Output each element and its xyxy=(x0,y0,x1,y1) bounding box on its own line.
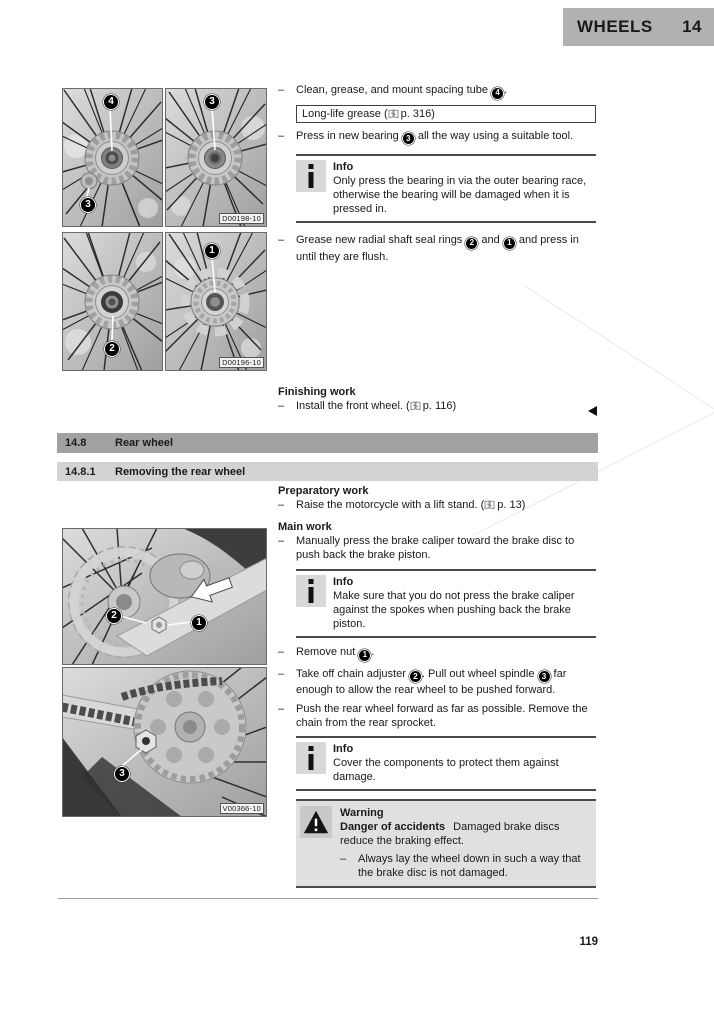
step-text: far enough to allow the rear wheel to be pushed forward. xyxy=(296,667,567,696)
figure-rear-wheel-removal xyxy=(62,528,267,817)
callout-badge-inline: 1 xyxy=(503,237,516,250)
cross-reference-icon xyxy=(388,107,399,123)
list-dash: – xyxy=(278,129,285,142)
callout-badge: 1 xyxy=(191,615,207,631)
list-dash: – xyxy=(278,399,285,412)
warning-title: Warning xyxy=(340,807,384,819)
figure-caption: D00198-10 xyxy=(219,213,264,224)
section-header-rear-wheel xyxy=(57,433,598,453)
info-box-bearing xyxy=(296,154,596,223)
finishing-work-heading: Finishing work xyxy=(278,385,356,398)
list-dash: – xyxy=(278,646,285,658)
step-remove-nut xyxy=(278,645,596,662)
info-icon xyxy=(296,160,326,192)
step-text: and press in until they are flush. xyxy=(296,234,579,263)
info-title: Info xyxy=(333,576,354,588)
step-text: Raise the motorcycle with a lift stand. ( xyxy=(296,499,485,511)
step-install-front-wheel xyxy=(278,399,596,414)
rear-sprocket-photo xyxy=(62,667,267,817)
chapter-number: 14 xyxy=(682,17,702,36)
callout-badge-inline: 2 xyxy=(465,237,478,250)
step-grease-seal-rings xyxy=(278,233,596,264)
figure-caption: V00366-10 xyxy=(220,803,265,814)
rear-wheel-spindle-photo xyxy=(62,528,267,665)
callout-badge-inline: 3 xyxy=(538,670,551,683)
chapter-header-bar xyxy=(563,8,714,46)
figure-front-hub-bearing xyxy=(62,88,267,227)
info-box-caliper xyxy=(296,569,596,638)
step-text: Grease new radial shaft seal rings xyxy=(296,234,466,246)
section-title: Rear wheel xyxy=(115,437,174,449)
step-raise-motorcycle xyxy=(278,498,596,513)
step-clean-spacing-tube xyxy=(278,83,596,100)
list-dash: – xyxy=(278,499,285,511)
info-icon xyxy=(296,575,326,607)
step-ref: p. 13) xyxy=(497,499,526,511)
main-work-heading: Main work xyxy=(278,521,332,533)
step-text: Install the front wheel. ( xyxy=(296,399,410,412)
step-text: . Pull out wheel spindle xyxy=(421,667,538,680)
step-text: all the way using a suitable tool. xyxy=(414,129,574,142)
chapter-title: WHEELS xyxy=(577,17,653,36)
callout-badge-inline: 1 xyxy=(358,649,371,662)
info-body: Cover the components to protect them against damage. xyxy=(333,757,559,783)
step-text: . xyxy=(504,84,508,96)
callout-badge-inline: 2 xyxy=(409,670,422,683)
step-push-wheel-forward xyxy=(278,702,596,730)
info-title: Info xyxy=(333,161,354,173)
page-number: 119 xyxy=(579,936,598,948)
callout-badge: 4 xyxy=(103,94,119,110)
step-text: Push the rear wheel forward as far as possible. Remove the chain from the rear sprocket. xyxy=(296,703,588,729)
callout-badge: 1 xyxy=(204,243,220,259)
list-dash: – xyxy=(278,234,285,246)
section-number: 14.8 xyxy=(65,437,87,449)
list-dash: – xyxy=(278,84,285,96)
warning-box xyxy=(296,799,596,888)
step-press-bearing xyxy=(278,129,596,146)
callout-badge: 3 xyxy=(80,197,96,213)
subsection-number: 14.8.1 xyxy=(65,465,96,478)
step-text: and xyxy=(478,234,503,246)
info-icon xyxy=(296,742,326,774)
print-continuation-marker xyxy=(588,406,597,416)
figure-front-hub-seals xyxy=(62,232,267,371)
figure-caption: D00196-10 xyxy=(219,357,264,368)
warning-content xyxy=(340,806,590,880)
list-dash: – xyxy=(340,853,347,865)
callout-badge: 3 xyxy=(114,766,130,782)
info-box-cover xyxy=(296,736,596,791)
step-press-caliper xyxy=(278,534,596,562)
step-text: Manually press the brake caliper toward the brake disc to push back the brake piston. xyxy=(296,535,575,561)
step-chain-adjuster xyxy=(278,667,596,698)
info-title: Info xyxy=(333,743,354,755)
subsection-header-removing-rear-wheel xyxy=(57,462,598,481)
cross-reference-icon xyxy=(410,400,421,414)
subsection-title: Removing the rear wheel xyxy=(115,465,246,478)
info-content xyxy=(333,742,596,784)
front-wheel-instructions xyxy=(278,83,596,414)
callout-badge: 2 xyxy=(104,341,120,357)
callout-badge-inline: 4 xyxy=(491,87,504,100)
callout-badge-inline: 3 xyxy=(402,132,415,145)
step-text: . xyxy=(371,646,375,658)
step-text: Remove nut xyxy=(296,646,359,658)
step-text: Take off chain adjuster xyxy=(296,667,409,680)
danger-label: Danger of accidents xyxy=(340,821,446,833)
list-dash: – xyxy=(278,703,285,715)
preparatory-work-heading: Preparatory work xyxy=(278,485,369,497)
warning-danger-line xyxy=(340,820,590,848)
step-text: Clean, grease, and mount spacing tube xyxy=(296,84,492,96)
warning-icon xyxy=(300,806,332,838)
info-body: Only press the bearing in via the outer bearing race, otherwise the bearing will be damaged when it is pressed in. xyxy=(333,175,587,215)
list-dash: – xyxy=(278,535,285,547)
spec-ref: p. 316) xyxy=(400,107,435,120)
step-text: Press in new bearing xyxy=(296,129,402,142)
step-ref: p. 116) xyxy=(422,399,457,412)
spec-text: Long-life grease ( xyxy=(302,107,388,120)
warning-bullet xyxy=(340,852,590,880)
info-content xyxy=(333,160,596,216)
info-body: Make sure that you do not press the brake caliper against the spokes when pushing back the brake piston. xyxy=(333,590,575,630)
rear-wheel-instructions xyxy=(278,484,596,888)
cross-reference-icon xyxy=(484,499,495,513)
callout-badge: 2 xyxy=(106,608,122,624)
warning-bullet-text: Always lay the wheel down in such a way that the brake disc is not damaged. xyxy=(358,853,581,879)
callout-badge: 3 xyxy=(204,94,220,110)
footer-rule xyxy=(58,898,598,899)
grease-spec-box xyxy=(296,105,596,123)
danger-text: Damaged brake discs reduce the braking effect. xyxy=(340,821,560,847)
list-dash: – xyxy=(278,667,285,680)
info-content xyxy=(333,575,596,631)
